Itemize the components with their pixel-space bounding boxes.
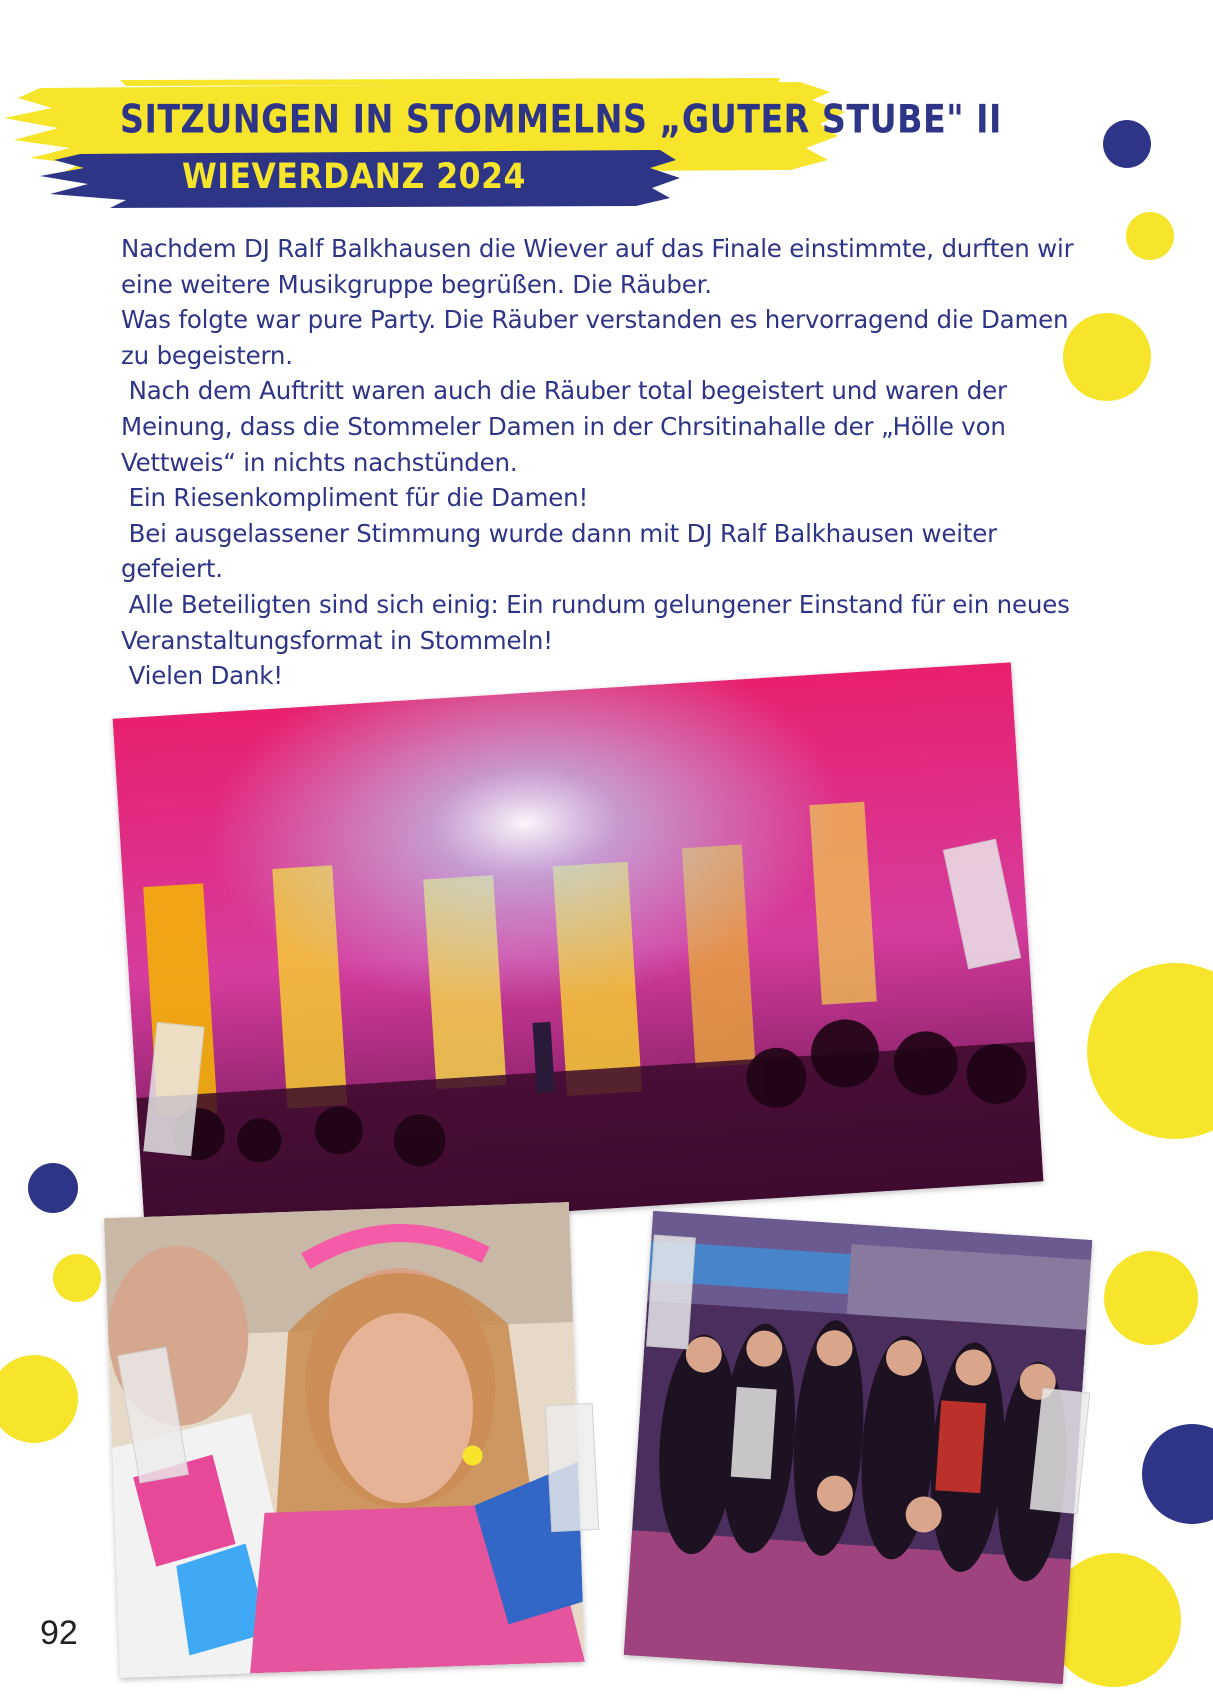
page-subtitle: WIEVERDANZ 2024: [182, 157, 526, 197]
article-paragraph: Alle Beteiligten sind sich einig: Ein rundum gelungener Einstand für ein neues Veranstaltungsformat in Stommeln!: [121, 589, 1078, 655]
decorative-circle-yellow: [1126, 212, 1174, 260]
stage-concert-photo: [113, 662, 1044, 1237]
decorative-circle-yellow: [1087, 963, 1213, 1139]
article-paragraph: Nach dem Auftritt waren auch die Räuber total begeistert und waren der Meinung, dass die Stommeler Damen in der Chrsitinahalle der „Hölle von Vettweis“ in nichts nachstünden.: [121, 376, 1015, 477]
article-body: [121, 231, 1101, 694]
decorative-circle-blue: [1103, 120, 1151, 168]
page-title: SITZUNGEN IN STOMMELNS „GUTER STUBE" II: [120, 96, 1002, 143]
article-paragraph: Was folgte war pure Party. Die Räuber verstanden es hervorragend die Damen zu begeistern.: [121, 305, 1076, 370]
group-photo: [624, 1211, 1093, 1684]
decorative-circle-yellow: [1104, 1251, 1198, 1345]
article-paragraph: Vielen Dank!: [121, 661, 283, 691]
decorative-circle-yellow: [53, 1254, 101, 1302]
decorative-circle-yellow: [0, 1355, 78, 1443]
article-paragraph: Nachdem DJ Ralf Balkhausen die Wiever auf das Finale einstimmte, durften wir eine weitere Musikgruppe begrüßen. Die Räuber.: [121, 234, 1082, 299]
article-paragraph: Bei ausgelassener Stimmung wurde dann mit DJ Ralf Balkhausen weiter gefeiert.: [121, 518, 1005, 584]
page-number: 92: [40, 1614, 78, 1652]
decorative-circle-blue: [28, 1163, 78, 1213]
tape-strip: [545, 1403, 600, 1532]
tape-strip: [646, 1235, 696, 1350]
article-paragraph: Ein Riesenkompliment für die Damen!: [121, 483, 589, 513]
decorative-circle-blue: [1142, 1424, 1213, 1524]
